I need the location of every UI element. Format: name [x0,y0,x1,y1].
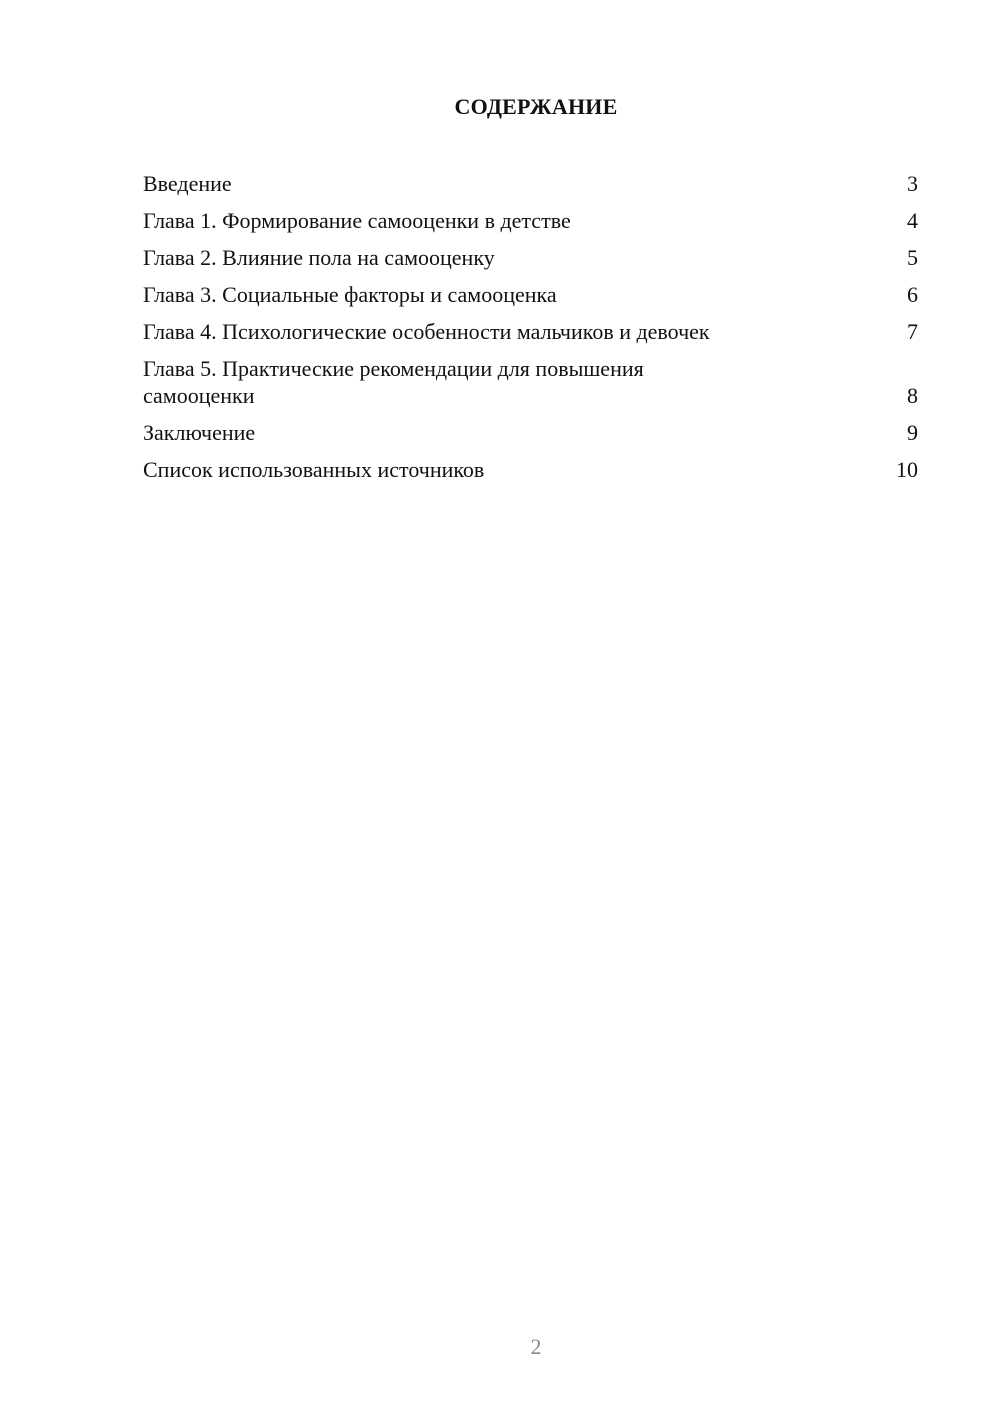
toc-list [143,170,918,493]
toc-item [143,419,918,446]
toc-item-page: 6 [907,282,918,307]
toc-item-title: Глава 4. Психологические особенности мальчиков и девочек [143,319,710,344]
toc-item [143,281,918,308]
toc-heading: СОДЕРЖАНИЕ [454,94,618,119]
toc-item-title: Глава 5. Практические рекомендации для повышения самооценки [143,356,644,408]
toc-item-page: 10 [896,457,918,482]
toc-item [143,355,918,409]
toc-item-page: 3 [907,171,918,196]
toc-item-title: Список использованных источников [143,457,485,482]
toc-item-page: 9 [907,420,918,445]
toc-item [143,456,918,483]
toc-item-title: Глава 3. Социальные факторы и самооценка [143,282,557,307]
toc-item-page: 8 [907,383,918,408]
toc-item [143,170,918,197]
toc-item-title: Глава 2. Влияние пола на самооценку [143,245,495,270]
toc-item [143,244,918,271]
page-number: 2 [530,1334,542,1359]
toc-item-page: 4 [907,208,918,233]
toc-item [143,318,918,345]
toc-item-title: Введение [143,171,232,196]
toc-item-page: 7 [907,319,918,344]
toc-item-page: 5 [907,245,918,270]
toc-item-title: Глава 1. Формирование самооценки в детстве [143,208,571,233]
toc-item [143,207,918,234]
toc-item-title: Заключение [143,420,256,445]
